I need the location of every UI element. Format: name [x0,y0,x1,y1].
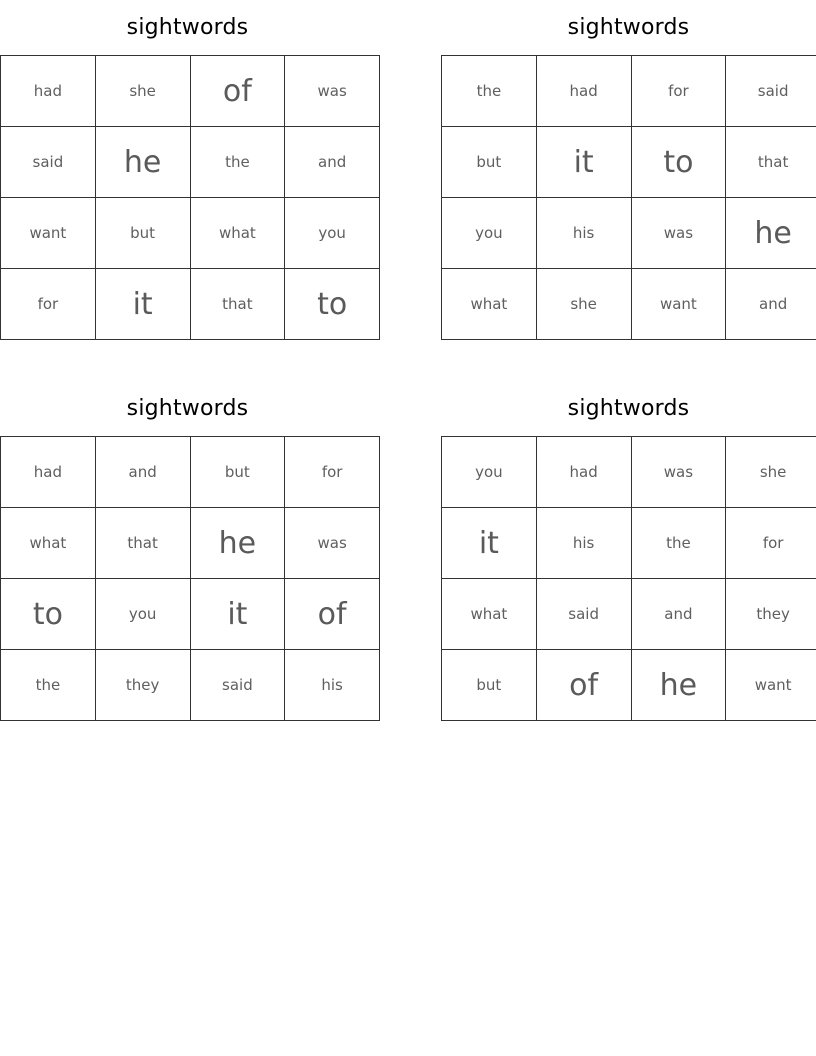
word-cell: he [726,198,816,269]
word-cell: that [95,508,190,579]
grid-row [1,579,380,650]
word-cell: had [1,56,96,127]
grid-row [1,437,380,508]
grid-row [1,127,380,198]
word-grid [441,436,816,721]
word-grid [0,55,380,340]
word-cell: said [726,56,816,127]
word-cell: was [285,56,380,127]
word-cell: what [1,508,96,579]
word-cell: she [536,269,631,340]
word-cell: he [190,508,285,579]
word-grid [0,436,380,721]
card-title: sightwords [126,15,249,40]
word-cell: of [190,56,285,127]
word-cell: of [285,579,380,650]
card-title: sightwords [567,15,690,40]
word-cell: it [442,508,537,579]
word-cell: but [442,650,537,721]
word-cell: that [190,269,285,340]
word-cell: his [285,650,380,721]
word-cell: and [726,269,816,340]
grid-row [1,508,380,579]
word-cell: said [1,127,96,198]
word-cell: for [1,269,96,340]
word-cell: for [285,437,380,508]
word-cell: he [95,127,190,198]
word-cell: she [95,56,190,127]
card-title: sightwords [126,396,249,421]
word-cell: you [442,198,537,269]
word-cell: the [442,56,537,127]
grid-row [442,198,816,269]
word-grid [441,55,816,340]
word-cell: and [631,579,726,650]
grid-row [442,508,816,579]
word-cell: to [631,127,726,198]
word-cell: to [1,579,96,650]
grid-row [442,650,816,721]
word-cell: the [190,127,285,198]
grid-row [442,437,816,508]
word-cell: it [95,269,190,340]
word-cell: and [95,437,190,508]
word-cell: his [536,198,631,269]
word-cell: they [726,579,816,650]
word-cell: said [190,650,285,721]
word-cell: his [536,508,631,579]
word-cell: what [442,579,537,650]
word-cell: said [536,579,631,650]
word-cell: was [285,508,380,579]
grid-row [442,127,816,198]
word-cell: want [726,650,816,721]
word-cell: to [285,269,380,340]
word-cell: of [536,650,631,721]
word-cell: he [631,650,726,721]
grid-row [1,198,380,269]
word-cell: it [536,127,631,198]
grid-row [1,650,380,721]
word-cell: the [1,650,96,721]
word-cell: was [631,437,726,508]
card-title: sightwords [567,396,690,421]
grid-row [442,56,816,127]
grid-row [1,269,380,340]
word-cell: that [726,127,816,198]
word-cell: was [631,198,726,269]
grid-row [1,56,380,127]
word-cell: had [1,437,96,508]
word-cell: and [285,127,380,198]
word-cell: what [190,198,285,269]
word-cell: you [442,437,537,508]
word-cell: it [190,579,285,650]
word-cell: they [95,650,190,721]
word-cell: had [536,437,631,508]
word-cell: but [442,127,537,198]
word-cell: but [95,198,190,269]
word-cell: you [95,579,190,650]
word-cell: she [726,437,816,508]
word-cell: you [285,198,380,269]
word-cell: the [631,508,726,579]
word-cell: what [442,269,537,340]
grid-row [442,269,816,340]
word-cell: for [726,508,816,579]
grid-row [442,579,816,650]
word-cell: but [190,437,285,508]
word-cell: for [631,56,726,127]
word-cell: want [1,198,96,269]
word-cell: want [631,269,726,340]
word-cell: had [536,56,631,127]
